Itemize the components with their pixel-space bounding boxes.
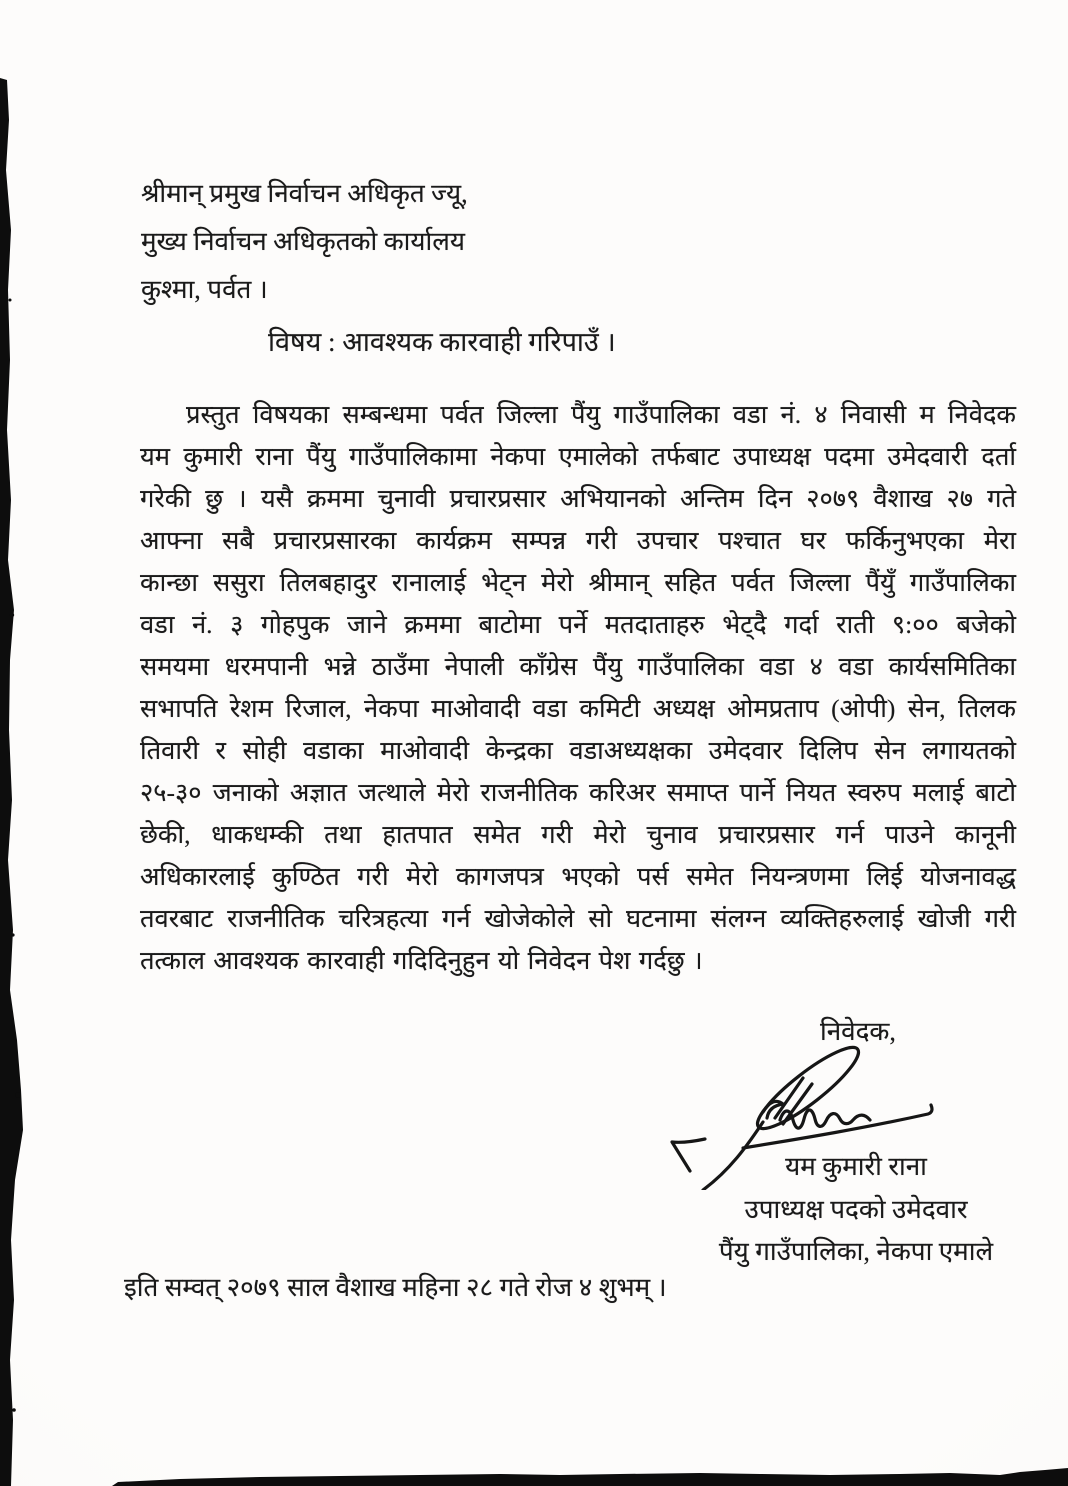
body-line: सभापति रेशम रिजाल, नेकपा माओवादी वडा कमिटी अध्यक्ष ओमप्रताप (ओपी) सेन, तिलक <box>140 694 1016 723</box>
closing-salutation: निवेदक, <box>820 1017 896 1046</box>
body-line: वडा नं. ३ गोहपुक जाने क्रममा बाटोमा पर्ने मतदाताहरु भेट्दै गर्दा राती ९:०० बजेको <box>140 610 1016 639</box>
body-line: तवरबाट राजनीतिक चरित्रहत्या गर्न खोजेकोले सो घटनामा संलग्न व्यक्तिहरुलाई खोजी गरी <box>140 904 1016 933</box>
recipient-line: मुख्य निर्वाचन अधिकृतको कार्यालय <box>141 227 465 256</box>
recipient-line: कुश्मा, पर्वत । <box>141 275 268 304</box>
body-line: समयमा धरमपानी भन्ने ठाउँमा नेपाली काँग्रेस पैंयु गाउँपालिका वडा ४ वडा कार्यसमितिका <box>140 652 1016 681</box>
body-line: प्रस्तुत विषयका सम्बन्धमा पर्वत जिल्ला पैंयु गाउँपालिका वडा नं. ४ निवासी म निवेदक <box>186 400 1016 429</box>
subject-line: विषय : आवश्यक कारवाही गरिपाउँ । <box>268 327 616 357</box>
body-line: गरेकी छु । यसै क्रममा चुनावी प्रचारप्रसार अभियानको अन्तिम दिन २०७९ वैशाख २७ गते <box>140 484 1016 513</box>
signature-stroke <box>783 1084 812 1124</box>
recipient-block <box>141 170 468 314</box>
body-line: अधिकारलाई कुण्ठित गरी मेरो कागजपत्र भएको पर्स समेत नियन्त्रणमा लिई योजनावद्ध <box>140 862 1016 891</box>
scan-edge-left-artifact <box>0 0 40 1486</box>
body-line: छेकी, धाकधम्की तथा हातपात समेत गरी मेरो चुनाव प्रचारप्रसार गर्न पाउने कानूनी <box>140 820 1016 849</box>
body-line: कान्छा ससुरा तिलबहादुर रानालाई भेट्न मेरो श्रीमान् सहित पर्वत जिल्ला पैंयुँ गाउँपालिका <box>140 568 1016 597</box>
body-line: आफ्ना सबै प्रचारप्रसारका कार्यक्रम सम्पन्न गरी उपचार पश्चात घर फर्किनुभएका मेरा <box>140 526 1016 555</box>
signatory-name: यम कुमारी राना <box>785 1152 927 1181</box>
recipient-line: श्रीमान् प्रमुख निर्वाचन अधिकृत ज्यू, <box>141 179 468 208</box>
signatory-block <box>688 1146 1024 1274</box>
body-line: २५-३० जनाको अज्ञात जत्थाले मेरो राजनीतिक करिअर समाप्त पार्ने नियत स्वरुप मलाई बाटो <box>140 778 1016 807</box>
letter-body <box>140 394 1016 982</box>
body-line: यम कुमारी राना पैंयु गाउँपालिकामा नेकपा एमालेको तर्फबाट उपाध्यक्ष पदमा उमेदवारी दर्ता <box>140 442 1016 471</box>
body-line: तत्काल आवश्यक कारवाही गदिदिनुहुन यो निवेदन पेश गर्दछु । <box>140 946 703 975</box>
date-line: इति सम्वत् २०७९ साल वैशाख महिना २८ गते रोज ४ शुभम् । <box>124 1273 667 1302</box>
body-line: तिवारी र सोही वडाका माओवादी केन्द्रका वडाअध्यक्षका उमेदवार दिलिप सेन लगायतको <box>140 736 1016 765</box>
signatory-title: उपाध्यक्ष पदको उमेदवार <box>744 1194 968 1224</box>
signatory-org: पैंयु गाउँपालिका, नेकपा एमाले <box>718 1237 994 1266</box>
scan-edge-bottom-artifact <box>0 1466 1068 1486</box>
signature-stroke <box>780 1110 870 1128</box>
